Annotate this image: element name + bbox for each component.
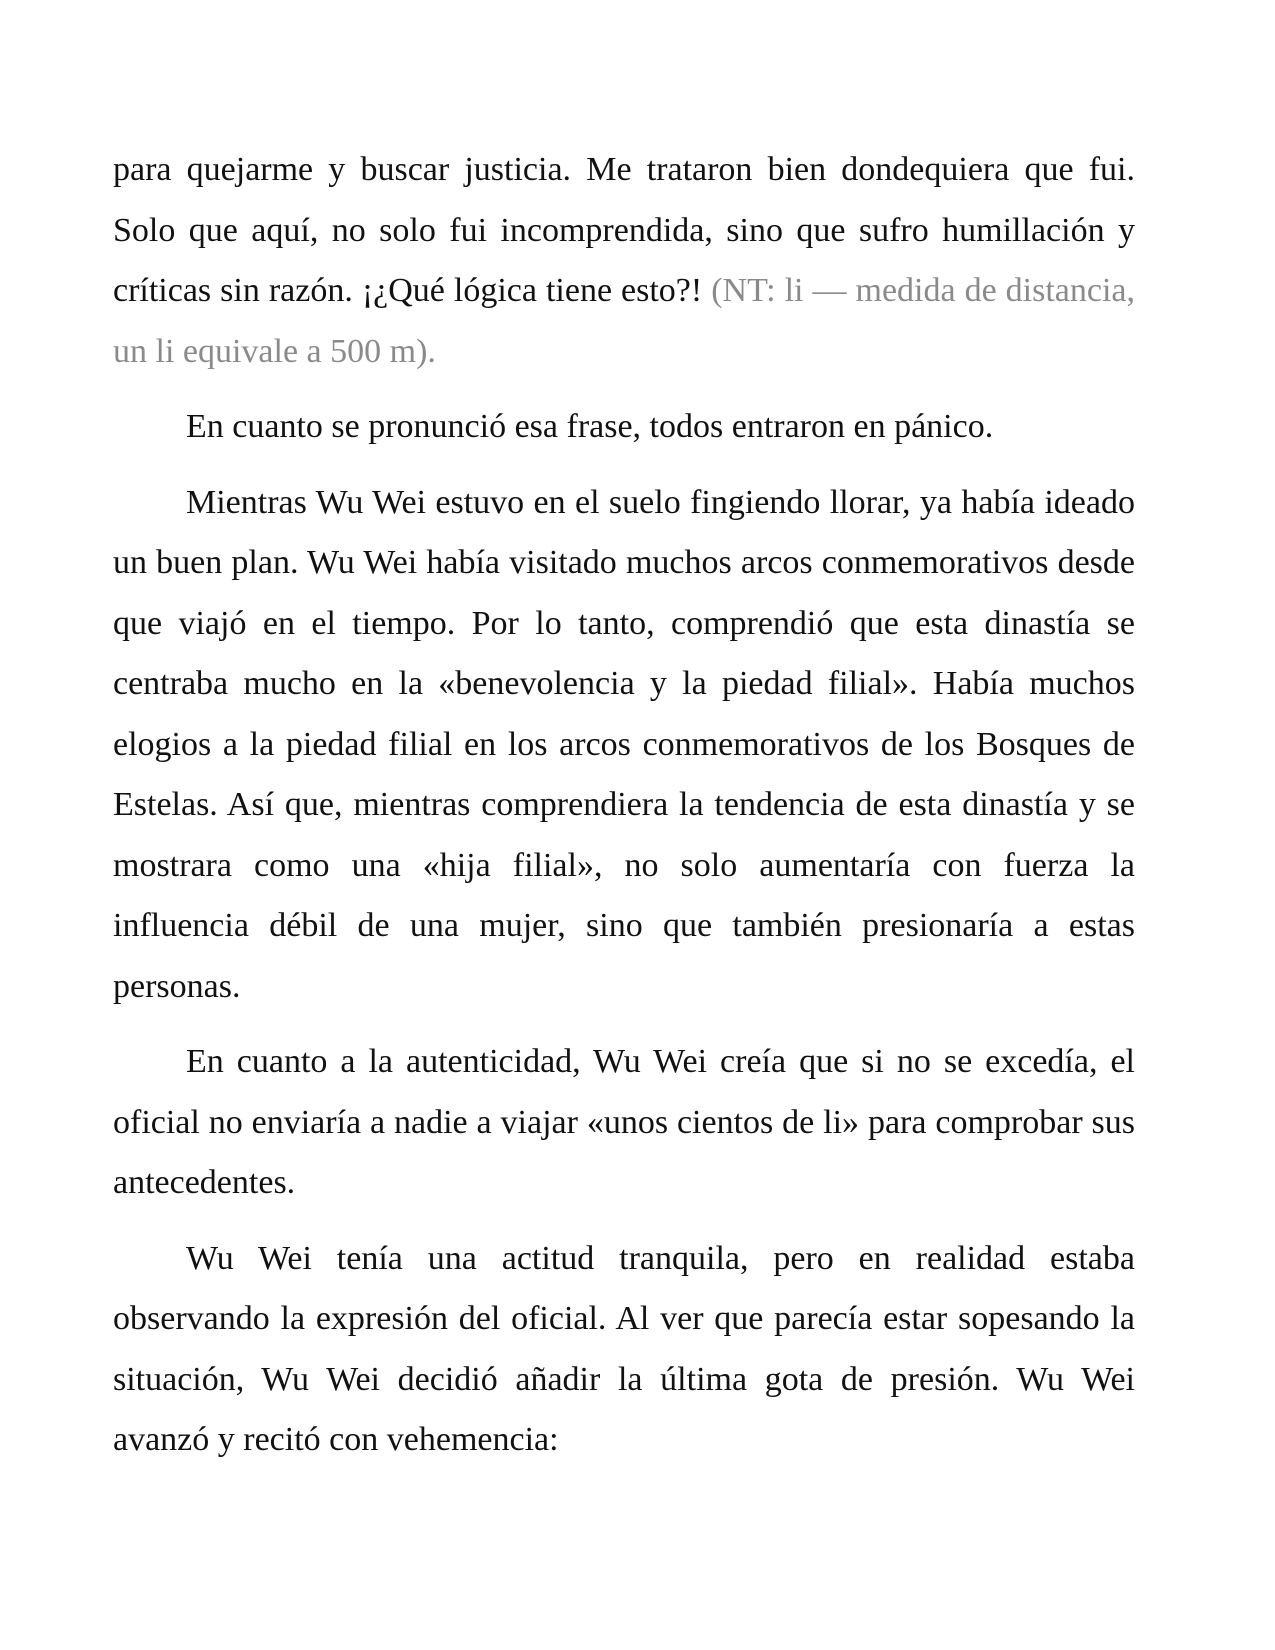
paragraph-4: En cuanto a la autenticidad, Wu Wei creía que si no se excedía, el oficial no enviaría a nadie a viajar «unos cientos de li» para comprobar sus antecedentes. — [113, 1043, 1135, 1201]
document-page — [113, 140, 1135, 1486]
paragraph-1-text: para quejarme y buscar justicia. Me trataron bien dondequiera que fui. Solo que aquí, no solo fui incomprendida, sino que sufro humillación y críticas sin razón. ¡¿Qué lógica tiene esto?! — [113, 151, 1135, 309]
paragraph-5: Wu Wei tenía una actitud tranquila, pero en realidad estaba observando la expresión del oficial. Al ver que parecía estar sopesando la situación, Wu Wei decidió añadir la última gota de presión. Wu Wei avanzó y recitó con vehemencia: — [113, 1239, 1135, 1458]
translator-note: (NT: li — medida de distancia, un li equivale a 500 m). — [113, 272, 1135, 370]
paragraph-3: Mientras Wu Wei estuvo en el suelo fingiendo llorar, ya había ideado un buen plan. Wu Wei había visitado muchos arcos conmemorativos desde que viajó en el tiempo. Por lo tanto, comprendió que esta dinastía se centraba mucho en la «benevolencia y la piedad filial». Había muchos elogios a la piedad filial en los arcos conmemorativos de los Bosques de Estelas. Así que, mientras comprendiera la tendencia de esta dinastía y se mostrara como una «hija filial», no solo aumentaría con fuerza la influencia débil de una mujer, sino que también presionaría a estas personas. — [113, 483, 1135, 1005]
paragraph-1 — [113, 140, 1135, 382]
paragraph-2: En cuanto se pronunció esa frase, todos entraron en pánico. — [186, 408, 994, 445]
